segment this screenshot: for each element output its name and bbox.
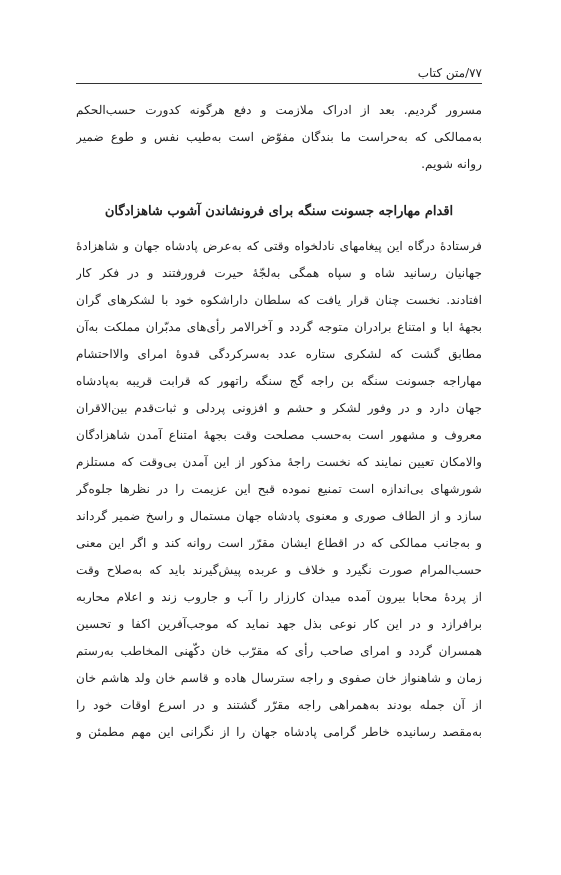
text-line: افتادند. نخست چنان قرار یافت که سلطان داراشکوه خود با لشکرهای گران [76,293,482,307]
text-line: مطابق گشت که لشکری ستاره عدد به‌سرکردگی قدوۀ امرای والااحتشام [76,347,482,361]
text-line: مسرور گردیم. بعد از ادراک ملازمت و دفع هرگونه کدورت حسب‌الحکم [76,103,482,117]
text-line: حسب‌المرام صورت نگیرد و خلاف و عربده پیش‌گیرند باید که به‌صلاح وقت [76,563,482,577]
text-line: همسران گردد و امرای صاحب رأی که مقرّب خان دکّهنی المخاطب به‌رستم [76,644,482,658]
text-line: مهاراجه جسونت سنگه بن راجه گج سنگه راتهور که قرابت قریبه به‌پادشاه [76,374,482,388]
text-line: برافرازد و در این کار نوعی بذل جهد نماید که موجب‌آفرین اکفا و تحسین [76,617,482,631]
text-line: جهان دارد و در وفور لشکر و حشم و افزونی پردلی و ثبات‌قدم بین‌الاقران [76,401,482,415]
text-line: از پردۀ محابا بیرون آمده میدان کارزار را آب و جاروب زند و اعلام محاربه [76,590,482,604]
text-line: معروف و مشهور است به‌حسب مصلحت وقت بجهۀ امتناع آمدن شاهزادگان [76,428,482,442]
paragraph-1 [76,97,482,178]
text-line: به‌مقصد رسانیده خاطر گرامی پادشاه جهان را از نگرانی این مهم مطمئن و [76,725,482,739]
text-line: فرستادۀ درگاه این پیغامهای نادلخواه وقتی که به‌عرض پادشاه جهان و شاهزادۀ [76,239,482,253]
text-line: زمان و شاهنواز خان صفوی و راجه سترسال هاده و قاسم خان ولد هاشم خان [76,671,482,685]
text-line: و به‌جانب ممالکی که در اقطاع ایشان مقرّر است روانه کند و اگر این معنی [76,536,482,550]
text-line: شورشهای بی‌اندازه است تمنیع نموده قبح این عزیمت را در نظرها جلوه‌گر [76,482,482,496]
text-line: به‌ممالکی که به‌حراست ما بندگان مفوّض است به‌طیب نفس و طوع ضمیر [76,130,482,144]
header-divider [76,83,482,84]
text-line: جهانیان رسانید شاه و سپاه همگی به‌لجّۀ حیرت فرورفتند و در فکر کار [76,266,482,280]
text-line: روانه شویم. [421,157,482,171]
text-line: والامکان تعیین نمایند که نخست راجۀ مذکور از این آمدن بی‌وقت که مستلزم [76,455,482,469]
text-line: از آن جمله بودند به‌همراهی راجه مقرّر گشتند و در اسرع اوقات خود را [76,698,482,712]
text-line: بجهۀ ابا و امتناع برادران متوجه گردد و آخرالامر رأی‌های مدبّران مملکت به‌آن [76,320,482,334]
text-line: سازد و از الطاف صوری و معنوی پادشاه جهان مستمال و راسخ ضمیر گرداند [76,509,482,523]
paragraph-2 [76,233,482,746]
page-number-label: ۷۷/متن کتاب [417,66,482,80]
section-heading: اقدام مهاراجه جسونت سنگه برای فرونشاندن آشوب شاهزادگان [104,204,454,219]
page-header [76,62,482,82]
